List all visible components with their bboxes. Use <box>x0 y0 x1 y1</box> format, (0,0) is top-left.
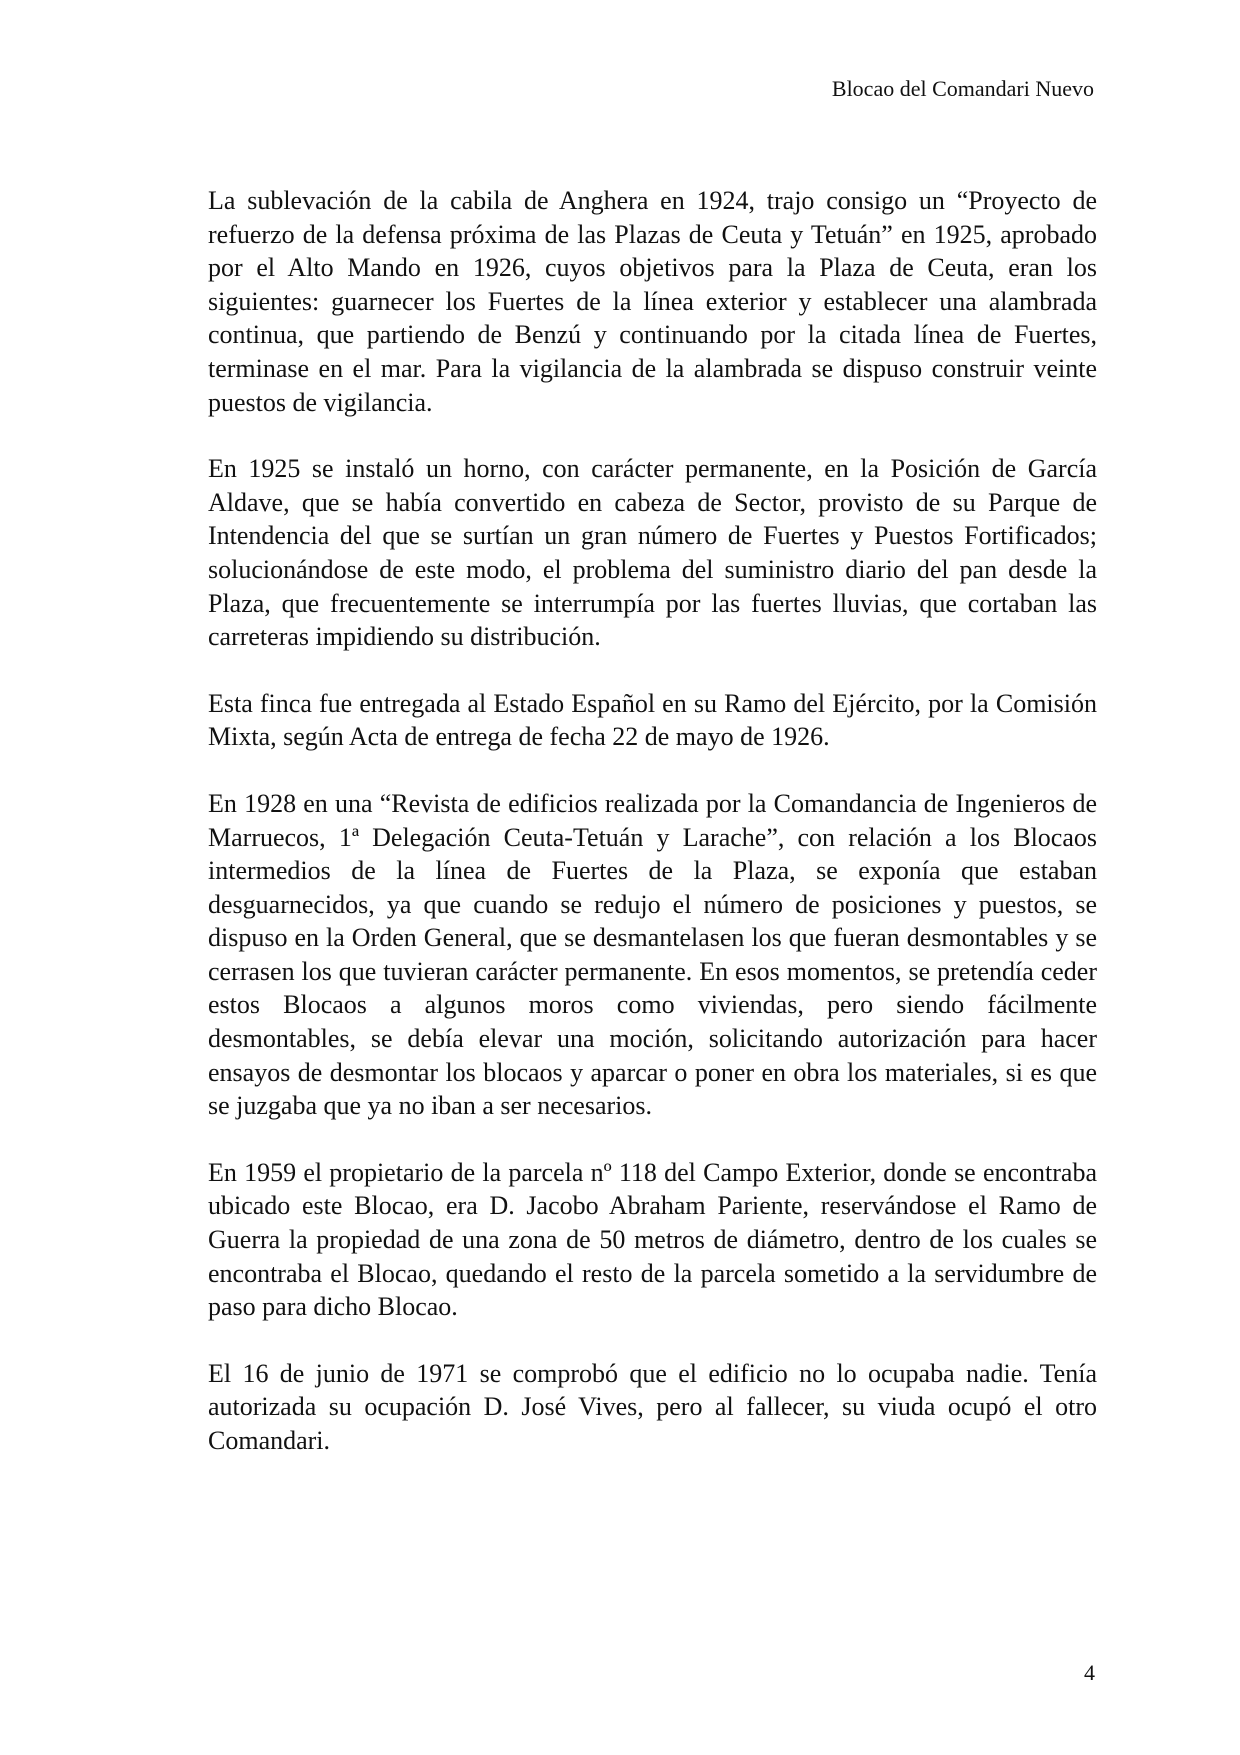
paragraph-4: En 1928 en una “Revista de edificios realizada por la Comandancia de Ingenieros de Marruecos, 1ª Delegación Ceuta-Tetuán y Larache”, con relación a los Blocaos intermedios de la línea de Fuertes de la Plaza, se exponía que estaban desguarnecidos, ya que cuando se redujo el número de posiciones y puestos, se dispuso en la Orden General, que se desmantelasen los que fueran desmontables y se cerrasen los que tuvieran carácter permanente. En esos momentos, se pretendía ceder estos Blocaos a algunos moros como viviendas, pero siendo fácilmente desmontables, se debía elevar una moción, solicitando autorización para hacer ensayos de desmontar los blocaos y aparcar o poner en obra los materiales, si es que se juzgaba que ya no iban a ser necesarios. <box>208 788 1097 1121</box>
running-header: Blocao del Comandari Nuevo <box>831 76 1094 101</box>
page-number: 4 <box>1084 1660 1095 1685</box>
paragraph-5: En 1959 el propietario de la parcela nº 118 del Campo Exterior, donde se encontraba ubicado este Blocao, era D. Jacobo Abraham Pariente, reservándose el Ramo de Guerra la propiedad de una zona de 50 metros de diámetro, dentro de los cuales se encontraba el Blocao, quedando el resto de la parcela sometido a la servidumbre de paso para dicho Blocao. <box>208 1157 1097 1322</box>
paragraph-2: En 1925 se instaló un horno, con carácter permanente, en la Posición de García Aldave, que se había convertido en cabeza de Sector, provisto de su Parque de Intendencia del que se surtían un gran número de Fuertes y Puestos Fortificados; solucionándose de este modo, el problema del suministro diario del pan desde la Plaza, que frecuentemente se interrumpía por las fuertes lluvias, que cortaban las carreteras impidiendo su distribución. <box>208 454 1097 652</box>
paragraph-6: El 16 de junio de 1971 se comprobó que el edificio no lo ocupaba nadie. Tenía autorizada su ocupación D. José Vives, pero al fallecer, su viuda ocupó el otro Comandari. <box>208 1358 1097 1455</box>
paragraph-1: La sublevación de la cabila de Anghera en 1924, trajo consigo un “Proyecto de refuerzo de la defensa próxima de las Plazas de Ceuta y Tetuán” en 1925, aprobado por el Alto Mando en 1926, cuyos objetivos para la Plaza de Ceuta, eran los siguientes: guarnecer los Fuertes de la línea exterior y establecer una alambrada continua, que partiendo de Benzú y continuando por la citada línea de Fuertes, terminase en el mar. Para la vigilancia de la alambrada se dispuso construir veinte puestos de vigilancia. <box>208 186 1097 417</box>
paragraph-3: Esta finca fue entregada al Estado Español en su Ramo del Ejército, por la Comisión Mixta, según Acta de entrega de fecha 22 de mayo de 1926. <box>208 688 1097 752</box>
body-text <box>208 184 1097 1458</box>
